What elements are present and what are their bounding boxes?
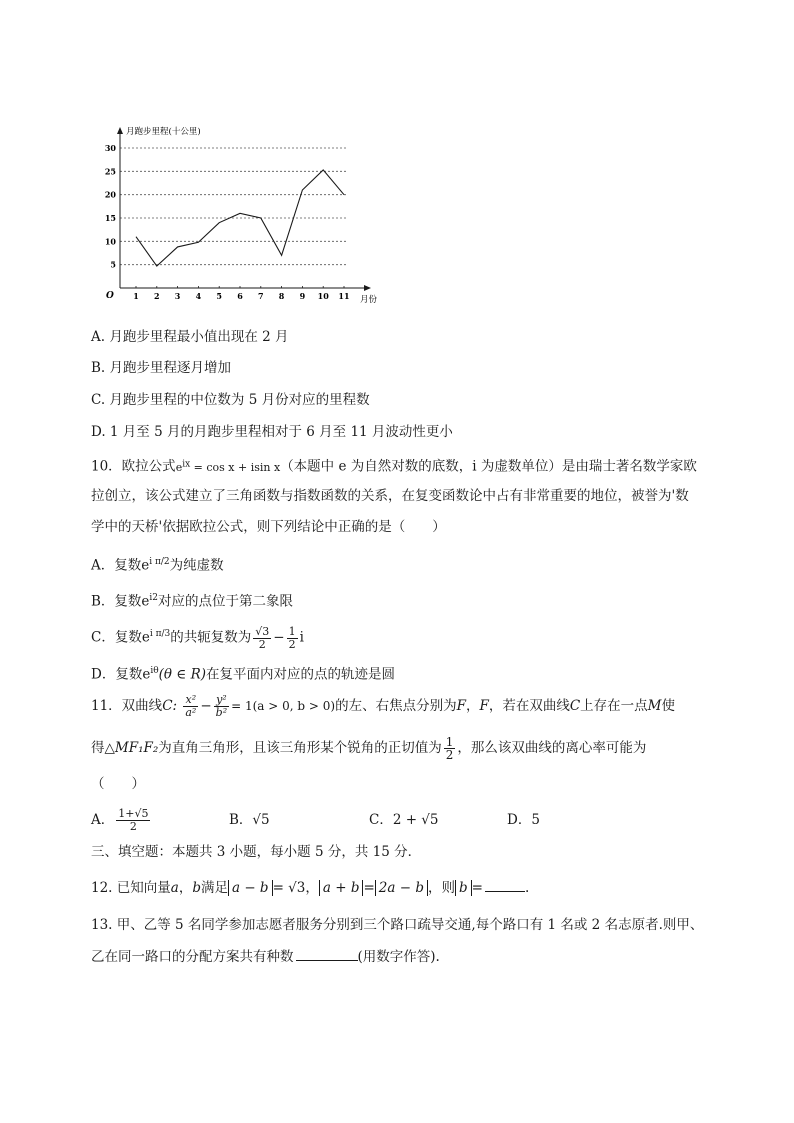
q9-option-c: C. 月跑步里程的中位数为 5 月份对应的里程数 [91, 392, 370, 408]
q10-line-3: 学中的天桥'依据欧拉公式，则下列结论中正确的是（ ） [91, 519, 446, 535]
q10-lead: 10．欧拉公式 [91, 458, 176, 475]
q12-line: 12. 已知向量a，b满足 a − b = √3， a + b = 2a − b ，则 b = . [91, 880, 530, 896]
q11-xfrac [183, 694, 198, 719]
q11-lead: 11．双曲线 [91, 698, 163, 714]
frac1-den: 2 [258, 637, 266, 651]
q11-a-pre: A． [91, 812, 115, 828]
q10-c-pre: C．复数 [91, 629, 142, 646]
q10-d-sup: iθ [150, 666, 159, 676]
q11-option-b: B．√5 [229, 812, 270, 828]
formula-base: e [175, 460, 183, 474]
q13-line2-pre: 乙在同一路口的分配方案共有种数 [91, 949, 294, 965]
q10-line-1 [91, 454, 697, 478]
q9-option-b: B. 月跑步里程逐月增加 [91, 360, 232, 376]
chart-grid [120, 148, 348, 265]
frac2-num: 1 [288, 624, 296, 638]
q10-c-frac1 [253, 626, 271, 651]
y-tick-label: 15 [104, 213, 116, 223]
q11-curve: C: [162, 698, 178, 714]
q11-m: M [647, 698, 662, 714]
q12-mid: 满足 [200, 880, 228, 896]
q12-abs-3: 2a − b [375, 880, 428, 896]
x-axis-arrow [364, 285, 371, 291]
yfrac-den: b² [215, 706, 228, 719]
q11-triangle: △MF₁F₂ [104, 740, 159, 756]
q11-a-frac [116, 808, 150, 833]
y-tick-label: 5 [110, 259, 116, 270]
q10-d-cond: (θ ∈ R) [158, 666, 207, 683]
y-tick-label: 25 [104, 166, 116, 177]
q10-c-frac2 [287, 626, 298, 651]
vector-a: a [170, 880, 179, 896]
q12-answer-blank[interactable] [485, 879, 525, 892]
y-tick-labels [105, 143, 117, 270]
q12-eq-4: = [471, 880, 483, 896]
y-tick-label: 10 [104, 236, 116, 247]
q10-a-sup: i π/2 [149, 557, 170, 567]
q11-yfrac [214, 694, 229, 719]
q10-line1-text: （本题中 e 为自然对数的底数，i 为虚数单位）是由瑞士著名数学家欧 [280, 458, 697, 475]
q11-line2-b: 为直角三角形，且该三角形某个锐角的正切值为 [158, 740, 442, 756]
x-tick-label: 3 [174, 291, 181, 301]
q10-c-minus: − [273, 629, 285, 646]
origin-label: O [106, 291, 114, 301]
q11-line-1: 11．双曲线C: $\frac{\text{x²}}{\text{a²}}$ − $\frac{\text{y²}}{\text{b²}}$ = 1(a > 0, b > 0)的左、右焦点分别为F，F，若在双曲线C上存在一点M使 [91, 693, 675, 719]
line-chart [100, 124, 390, 310]
q11-option-d: D．5 [507, 812, 540, 828]
half-den: 2 [445, 748, 454, 762]
q10-c-i: i [299, 629, 304, 646]
q11-options [91, 805, 540, 835]
q11-f1: F [456, 698, 466, 714]
x-tick-label: 9 [299, 291, 306, 301]
q12-eq-2: = [363, 880, 375, 896]
q11-eq-rest: = 1(a > 0, b > 0) [231, 699, 336, 713]
y-axis-label: 月跑步里程(十公里) [126, 127, 201, 137]
x-tick-label: 6 [237, 291, 243, 301]
vector-b: b [192, 880, 201, 896]
half-num: 1 [445, 735, 454, 749]
y-axis-arrow [117, 127, 123, 134]
section-3-heading: 三、填空题：本题共 3 小题，每小题 5 分，共 15 分． [91, 844, 422, 860]
q10-b-post: 对应的点位于第二象限 [158, 593, 294, 610]
x-tick-label: 8 [278, 291, 285, 301]
q11-a-den: 2 [129, 820, 137, 833]
q10-c-exp: e [141, 629, 150, 646]
q11-option-a [91, 805, 229, 835]
q10-a-pre: A．复数 [91, 557, 142, 574]
q10-d-pre: D．复数 [91, 666, 143, 683]
q11-paren: （ ） [91, 776, 145, 792]
q11-line-2 [91, 734, 646, 762]
chart-axes [117, 127, 371, 291]
frac1-num: √3 [255, 624, 270, 638]
x-tick-label: 11 [338, 291, 350, 301]
x-tick-labels [133, 291, 349, 301]
q10-option-a [91, 552, 224, 576]
x-tick-label: 10 [317, 291, 329, 301]
frac2-den: 2 [288, 637, 296, 651]
q11-option-c: C．2 + √5 [369, 812, 439, 828]
q10-b-pre: B．复数 [91, 593, 142, 610]
euler-formula [176, 461, 281, 474]
x-axis-label: 月份 [360, 295, 378, 305]
q11-f2: F [479, 698, 489, 714]
q10-c-sup: i π/3 [149, 629, 171, 639]
q12-abs-4: b [455, 880, 472, 896]
x-tick-label: 1 [133, 291, 139, 301]
q11-text1: 的左、右焦点分别为 [335, 698, 457, 714]
formula-sup: ix [182, 459, 191, 469]
x-tick-label: 4 [195, 291, 202, 301]
q10-b-exp: e [141, 593, 150, 610]
formula-rest: = cos x + isin x [190, 460, 281, 474]
yfrac-num: y² [214, 694, 229, 707]
y-tick-label: 30 [104, 143, 116, 153]
q11-text3: 上存在一点 [580, 698, 648, 714]
q12-eq-1: = √3 [272, 880, 306, 896]
x-tick-label: 7 [258, 291, 264, 301]
y-tick-label: 20 [104, 189, 116, 200]
q11-a-num: 1+√5 [118, 807, 149, 820]
x-tick-label: 5 [216, 291, 222, 301]
q11-line2-c: ，那么该双曲线的离心率可能为 [457, 740, 647, 756]
q9-option-a: A. 月跑步里程最小值出现在 2 月 [91, 329, 289, 345]
q12-then: ，则 [427, 880, 455, 896]
x-tick-label: 2 [154, 291, 160, 301]
q11-half [444, 736, 456, 761]
q10-d-exp: e [142, 666, 151, 683]
q13-answer-blank[interactable] [296, 948, 358, 961]
xfrac-den: a² [185, 706, 197, 719]
q12-end: . [524, 880, 530, 896]
q13-line2-post: (用数字作答). [357, 949, 440, 965]
q10-option-b [91, 588, 293, 612]
q10-option-c [91, 620, 304, 652]
q13-line-1: 13. 甲、乙等 5 名同学参加志愿者服务分别到三个路口疏导交通,每个路口有 1 名或 2 名志原者.则甲、 [91, 917, 704, 933]
q10-b-sup: i2 [149, 593, 159, 603]
q11-line2-a: 得 [91, 740, 105, 756]
q13-line-2 [91, 947, 440, 967]
q11-text2: ，若在双曲线 [488, 698, 570, 714]
q12-abs-1: a − b [228, 880, 273, 896]
q11-text4: 使 [661, 698, 675, 714]
q10-d-post: 在复平面内对应的点的轨迹是圆 [206, 666, 396, 683]
xfrac-num: x² [183, 694, 198, 707]
q10-option-d [91, 661, 395, 685]
q10-a-post: 为纯虚数 [169, 557, 224, 574]
q12-pre: 12. 已知向量 [91, 880, 171, 896]
q12-abs-2: a + b [319, 880, 364, 896]
q10-a-exp: e [141, 557, 150, 574]
q10-line-2: 拉创立，该公式建立了三角函数与指数函数的关系，在复变函数论中占有非常重要的地位，被誉为'数 [91, 488, 689, 504]
q10-c-mid: 的共轭复数为 [170, 629, 252, 646]
q9-option-d: D. 1 月至 5 月的月跑步里程相对于 6 月至 11 月波动性更小 [91, 424, 453, 440]
q11-c2: C [569, 698, 581, 714]
